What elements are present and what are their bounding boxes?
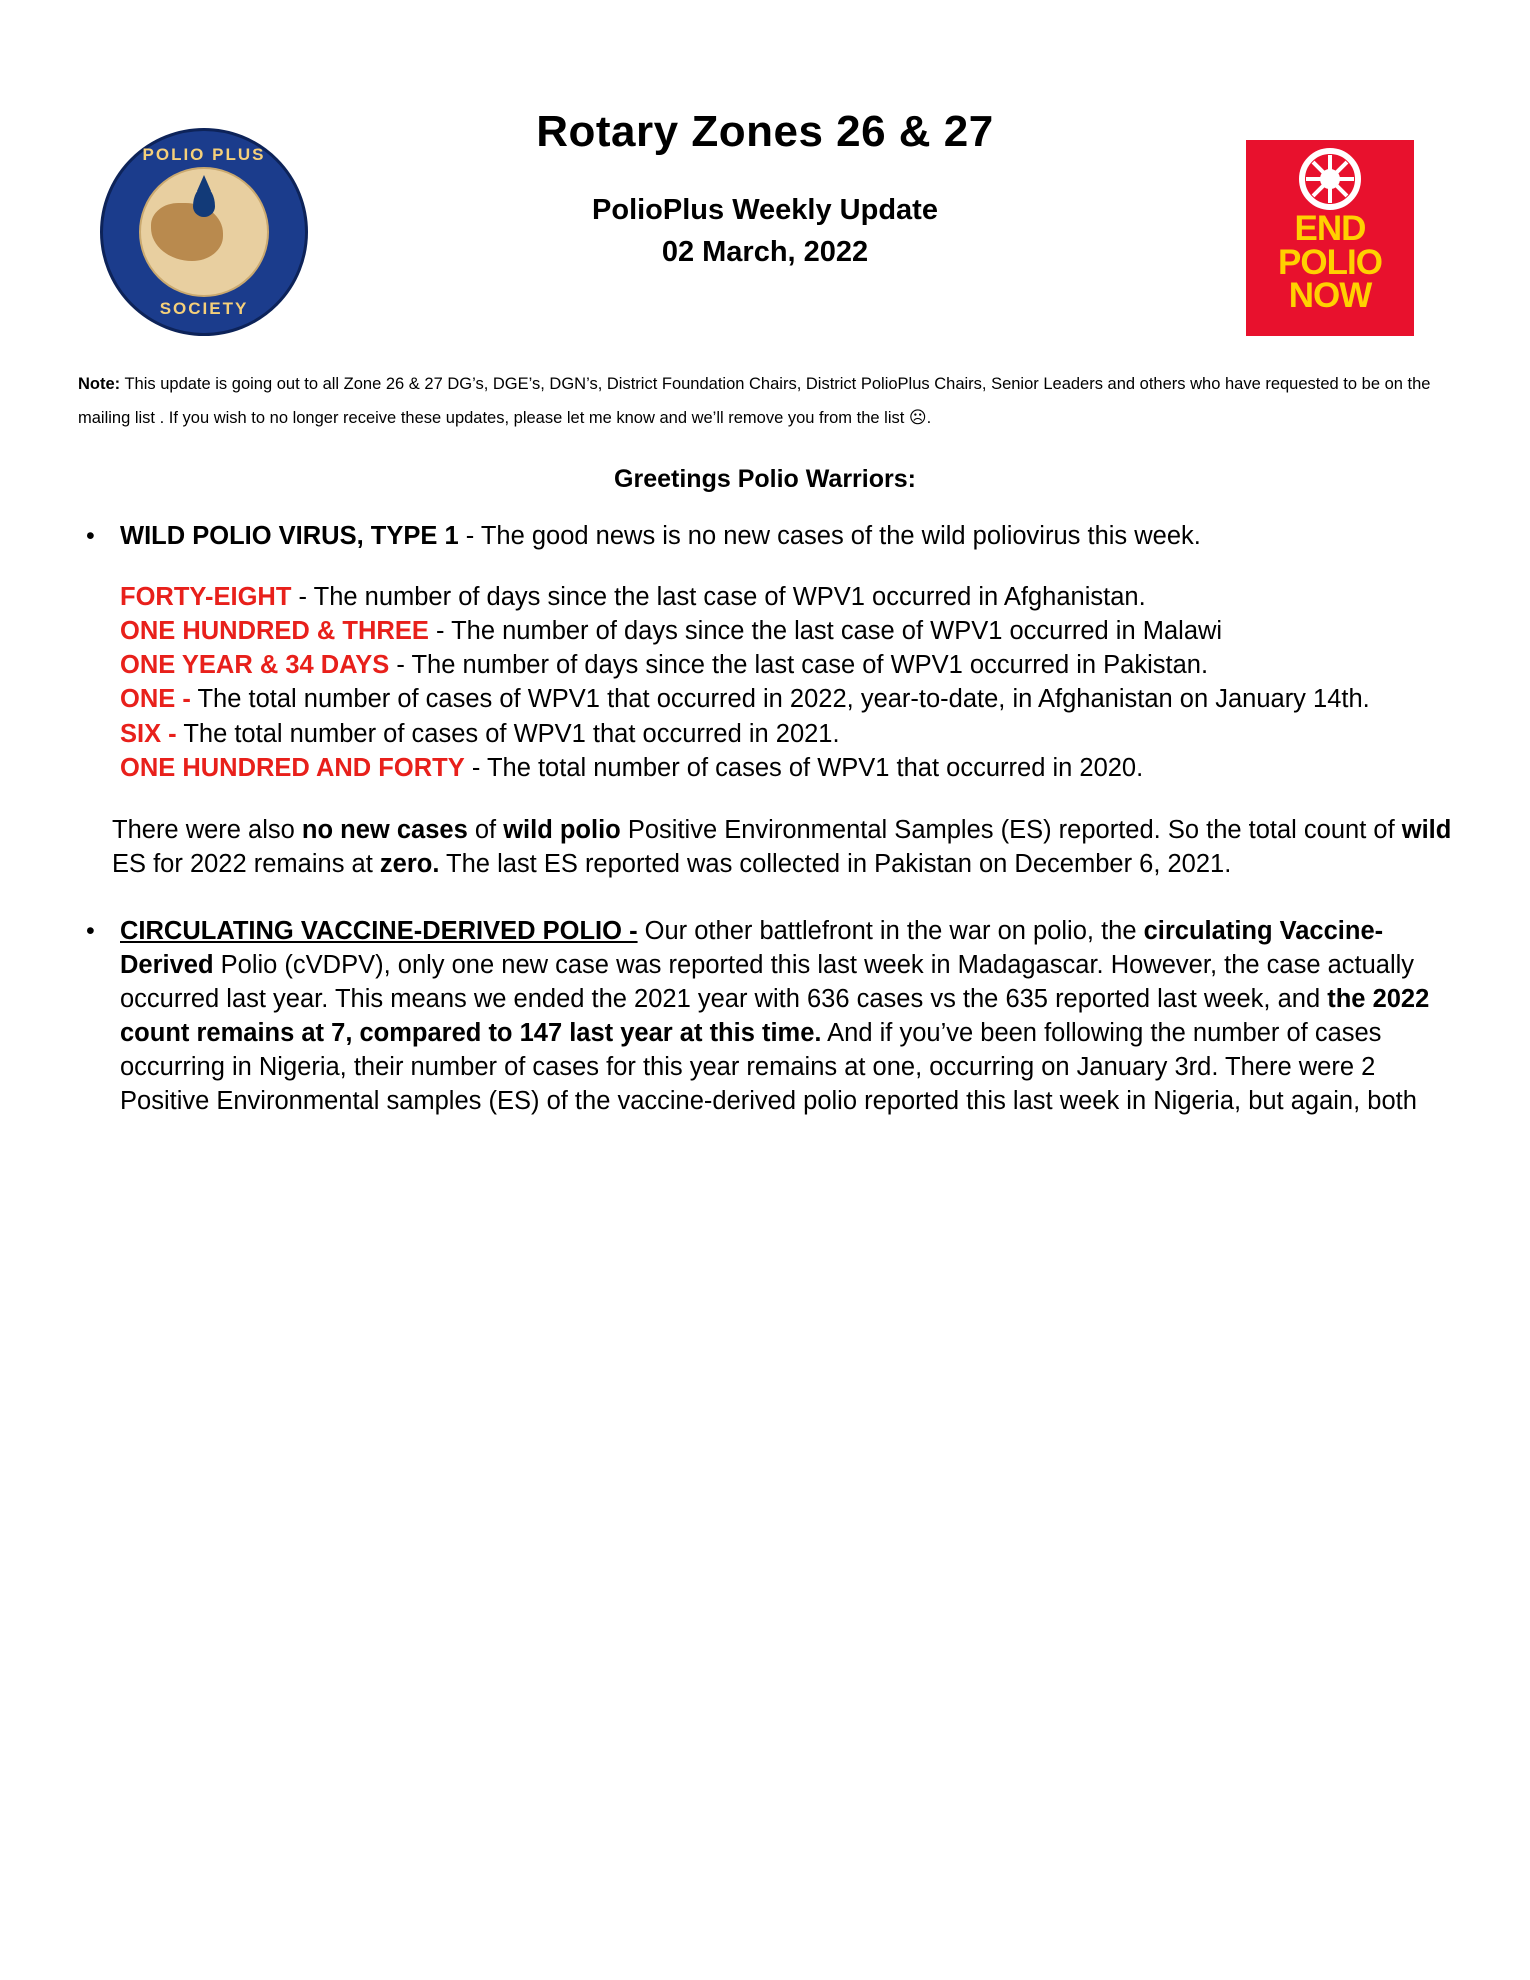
list-item bbox=[120, 648, 1452, 682]
para-emphasis: wild bbox=[1401, 815, 1452, 844]
para-part: There were also bbox=[112, 815, 302, 844]
stat-value: ONE YEAR & 34 DAYS bbox=[120, 651, 390, 680]
vaccine-drop-icon bbox=[193, 187, 215, 217]
stat-text: The number of days since the last case of WPV1 occurred in Afghanistan. bbox=[313, 582, 1146, 611]
para-part: ES for 2022 remains at bbox=[112, 850, 380, 878]
section-wild-polio-virus bbox=[78, 520, 1452, 554]
frowning-face-icon: ☹ bbox=[908, 408, 927, 427]
seal-ring-bottom-label: SOCIETY bbox=[159, 299, 249, 318]
para-emphasis: no new cases bbox=[301, 815, 468, 844]
para-emphasis: zero. bbox=[379, 850, 440, 878]
wpv1-statistics-list bbox=[78, 580, 1452, 785]
stat-value: FORTY-EIGHT bbox=[120, 582, 292, 611]
list-item bbox=[120, 717, 1452, 751]
page-subtitle bbox=[288, 190, 1242, 272]
cvdpv-emphasis: the 2022 count remains at 7, compared to 147 last year at this time. bbox=[120, 984, 1430, 1047]
globe-icon bbox=[139, 167, 269, 297]
bullet-icon: • bbox=[86, 917, 95, 946]
cvdpv-emphasis: circulating Vaccine-Derived bbox=[120, 917, 1384, 980]
list-item bbox=[120, 580, 1452, 614]
stat-dash: - bbox=[428, 617, 452, 646]
section-circulating-vaccine-derived-polio bbox=[78, 915, 1452, 1118]
para-part: of bbox=[467, 815, 504, 844]
end-polio-now-logo-icon bbox=[1246, 140, 1414, 336]
stat-text: The number of days since the last case of WPV1 occurred in Malawi bbox=[451, 617, 1223, 646]
note-text: This update is going out to all Zone 26 & 27 DG’s, DGE’s, DGN’s, District Foundation Chairs, District PolioPlus Chairs, Senior Leaders and others who have requested to be on the mailing list . If you wish to no longer receive these updates, please let me know and we’ll remove you from the list bbox=[78, 375, 1431, 427]
section-cvdpv-heading: CIRCULATING VACCINE-DERIVED POLIO - bbox=[120, 917, 638, 946]
note-text-end: . bbox=[926, 409, 932, 427]
note-label: Note: bbox=[78, 375, 121, 393]
seal-ring-top-label: POLIO PLUS bbox=[142, 145, 266, 164]
stat-text: The number of days since the last case of WPV1 occurred in Pakistan. bbox=[411, 651, 1209, 680]
section-wpv1-heading: WILD POLIO VIRUS, TYPE 1 bbox=[120, 522, 459, 550]
distribution-note bbox=[78, 368, 1452, 435]
section-cvdpv-body bbox=[120, 915, 1452, 1118]
section-wpv1-lead: - The good news is no new cases of the wild poliovirus this week. bbox=[458, 522, 1201, 550]
cvdpv-part: Our other battlefront in the war on polio, the bbox=[637, 917, 1144, 946]
para-part: The last ES reported was collected in Pakistan on December 6, 2021. bbox=[439, 850, 1232, 878]
polio-plus-society-seal-icon bbox=[100, 128, 308, 336]
subtitle-line-1: PolioPlus Weekly Update bbox=[592, 194, 938, 227]
bullet-icon: • bbox=[86, 522, 95, 550]
list-item bbox=[120, 682, 1452, 716]
list-item bbox=[120, 751, 1452, 785]
stat-dash: - bbox=[389, 651, 412, 680]
logo-line-now: NOW bbox=[1288, 276, 1372, 316]
stat-dash: - bbox=[464, 753, 487, 782]
stat-text: The total number of cases of WPV1 that occurred in 2022, year-to-date, in Afghanistan on January 14th. bbox=[197, 685, 1370, 714]
page-title: Rotary Zones 26 & 27 bbox=[536, 107, 994, 156]
stat-dash: - bbox=[291, 582, 314, 611]
document-header bbox=[78, 0, 1452, 358]
cvdpv-part: And if you’ve been following the number of cases occurring in Nigeria, their number of cases for this year remains at one, occurring on January 3rd. There were 2 Positive Environmental samples (ES) of the vaccine-derived polio reported this last week in Nigeria, but again, both bbox=[120, 1018, 1417, 1115]
cvdpv-part: Polio (cVDPV), only one new case was reported this last week in Madagascar. However, the case actually occurred last year. This means we ended the 2021 year with 636 cases vs the 635 reported last week, and bbox=[120, 951, 1415, 1013]
subtitle-line-2: 02 March, 2022 bbox=[661, 235, 869, 268]
logo-line-end: END bbox=[1294, 209, 1366, 248]
rotary-wheel-icon bbox=[1299, 148, 1361, 210]
para-part: Positive Environmental Samples (ES) reported. So the total count of bbox=[620, 815, 1402, 844]
greeting-heading: Greetings Polio Warriors: bbox=[614, 465, 916, 493]
section-wpv1-body bbox=[120, 520, 1452, 554]
stat-value: ONE - bbox=[120, 685, 191, 714]
end-polio-now-text bbox=[1278, 209, 1382, 316]
stat-value: SIX - bbox=[120, 719, 177, 748]
stat-text: The total number of cases of WPV1 that occurred in 2021. bbox=[183, 719, 840, 748]
logo-line-polio: POLIO bbox=[1278, 242, 1382, 282]
wpv1-environmental-samples-paragraph bbox=[78, 813, 1452, 881]
stat-value: ONE HUNDRED AND FORTY bbox=[120, 753, 465, 782]
stat-text: The total number of cases of WPV1 that occurred in 2020. bbox=[486, 753, 1144, 782]
stat-value: ONE HUNDRED & THREE bbox=[120, 617, 429, 646]
list-item bbox=[120, 614, 1452, 648]
para-emphasis: wild polio bbox=[503, 815, 621, 844]
